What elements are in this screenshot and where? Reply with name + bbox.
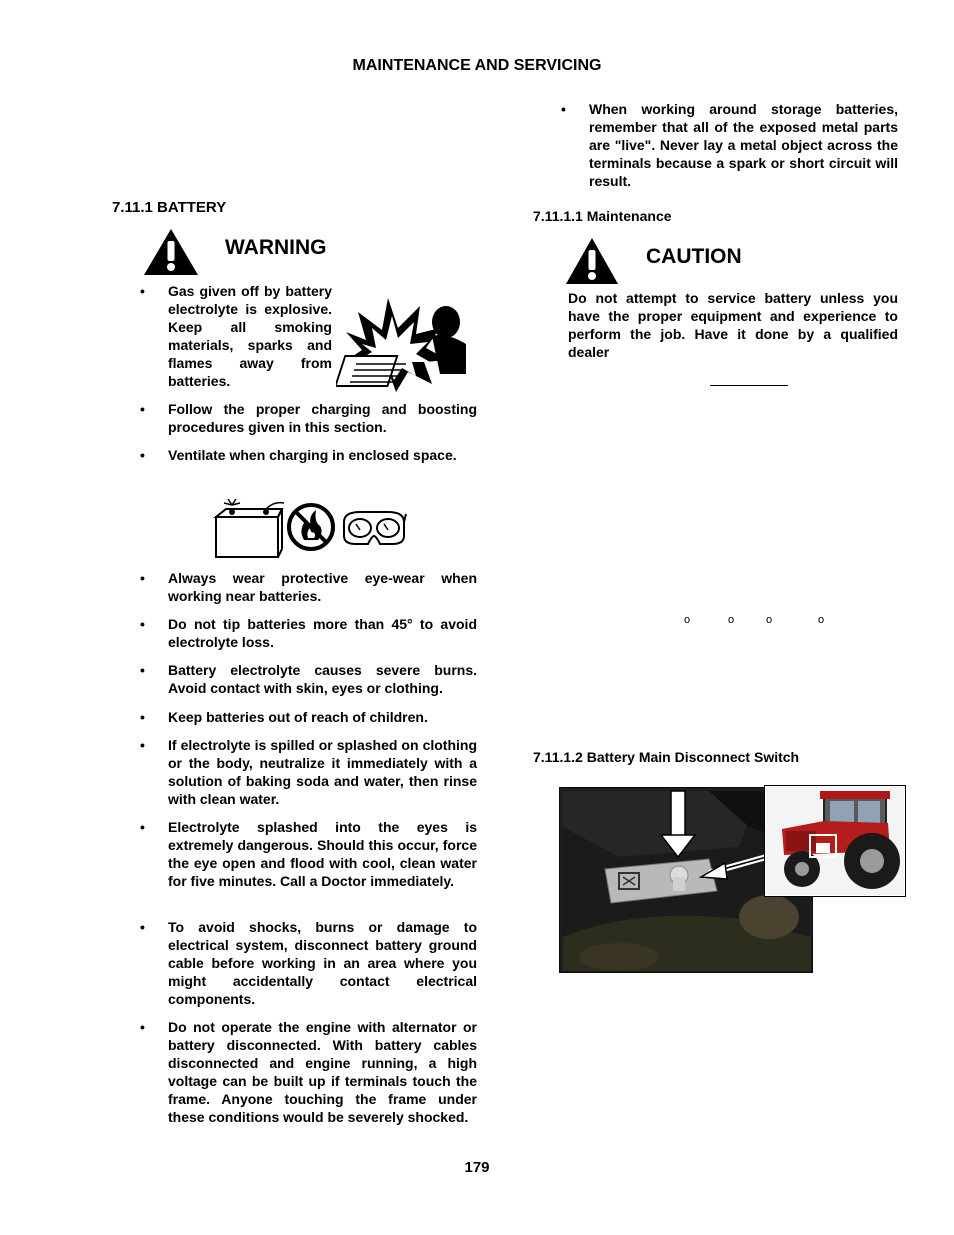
- list-item: • Do not tip batteries more than 45° to avoid electrolyte loss.: [140, 616, 477, 650]
- bullet-text: When working around storage batteries, remember that all of the exposed metal parts are "live". Never lay a metal object across the terminals because a spark or short circuit will result.: [589, 101, 898, 189]
- list-item: • Ventilate when charging in enclosed space.: [140, 447, 457, 463]
- list-item: • When working around storage batteries, remember that all of the exposed metal parts are "live". Never lay a metal object across the terminals because a spark or short circuit will result.: [561, 101, 898, 189]
- tractor-inset-photo: [764, 785, 906, 897]
- warning-icon: [142, 227, 200, 277]
- list-item: • Battery electrolyte causes severe burns. Avoid contact with skin, eyes or clothing.: [140, 662, 477, 696]
- list-item: • To avoid shocks, burns or damage to electrical system, disconnect battery ground cable before working in an area where you might accidentally contact electrical components.: [140, 919, 477, 1007]
- bullet-text: Do not operate the engine with alternator or battery disconnected. With battery cables disconnected and engine running, a high voltage can be built up if terminals touch the frame. Anyone touching the frame under these conditions would be severely shocked.: [168, 1019, 477, 1125]
- subsection-title-maintenance: 7.11.1.1 Maintenance: [533, 208, 672, 224]
- subsection-title-disconnect-switch: 7.11.1.2 Battery Main Disconnect Switch: [533, 749, 800, 765]
- list-item: • Keep batteries out of reach of children.: [140, 709, 428, 725]
- list-item: • Do not operate the engine with alternator or battery disconnected. With battery cables disconnected and engine running, a high voltage can be built up if terminals touch the frame. Anyone touching the frame under these conditions would be severely shocked.: [140, 1019, 477, 1125]
- bullet-text: Battery electrolyte causes severe burns. Avoid contact with skin, eyes or clothing.: [168, 662, 477, 696]
- battery-icon: [210, 499, 286, 559]
- degree-mark: o: [818, 614, 825, 626]
- list-item: • Gas given off by battery electrolyte is explosive. Keep all smoking materials, sparks and flames away from batteries.: [140, 283, 332, 389]
- no-flame-icon: [286, 502, 336, 552]
- bullet-text: Follow the proper charging and boosting procedures given in this section.: [168, 401, 477, 435]
- warning-label: WARNING: [225, 236, 327, 259]
- degree-mark: o: [766, 614, 773, 626]
- list-item: • Always wear protective eye-wear when working near batteries.: [140, 570, 477, 604]
- bullet-text: Ventilate when charging in enclosed space.: [168, 447, 457, 463]
- caution-text: Do not attempt to service battery unless you have the proper equipment and experience to perform the job. Have it done by a qualified dealer: [568, 290, 898, 360]
- caution-label: CAUTION: [646, 245, 742, 268]
- bullet-text: If electrolyte is spilled or splashed on clothing or the body, neutralize it immediately with a solution of baking soda and water, then rinse with clean water.: [168, 737, 477, 807]
- safety-goggles-icon: [340, 506, 408, 550]
- list-item: • Electrolyte splashed into the eyes is extremely dangerous. Should this occur, force the eye open and flood with cool, clean water for five minutes. Call a Doctor immediately.: [140, 819, 477, 889]
- page-header: MAINTENANCE AND SERVICING: [352, 57, 602, 74]
- divider-line: [710, 385, 788, 386]
- bullet-text: Always wear protective eye-wear when working near batteries.: [168, 570, 477, 604]
- bullet-text: To avoid shocks, burns or damage to electrical system, disconnect battery ground cable before working in an area where you might accidentally contact electrical components.: [168, 919, 477, 1007]
- page-number: 179: [464, 1159, 490, 1176]
- battery-explosion-icon: [336, 292, 470, 396]
- degree-mark: o: [684, 614, 691, 626]
- list-item: • Follow the proper charging and boosting procedures given in this section.: [140, 401, 477, 435]
- bullet-text: Keep batteries out of reach of children.: [168, 709, 428, 725]
- bullet-text: Do not tip batteries more than 45° to avoid electrolyte loss.: [168, 616, 477, 650]
- bullet-text: Gas given off by battery electrolyte is explosive. Keep all smoking materials, sparks and flames away from batteries.: [168, 283, 332, 389]
- list-item: • If electrolyte is spilled or splashed on clothing or the body, neutralize it immediately with a solution of baking soda and water, then rinse with clean water.: [140, 737, 477, 807]
- caution-icon: [564, 236, 620, 286]
- section-title-battery: 7.11.1 BATTERY: [112, 199, 227, 216]
- degree-mark: o: [728, 614, 735, 626]
- bullet-text: Electrolyte splashed into the eyes is extremely dangerous. Should this occur, force the eye open and flood with cool, clean water for five minutes. Call a Doctor immediately.: [168, 819, 477, 889]
